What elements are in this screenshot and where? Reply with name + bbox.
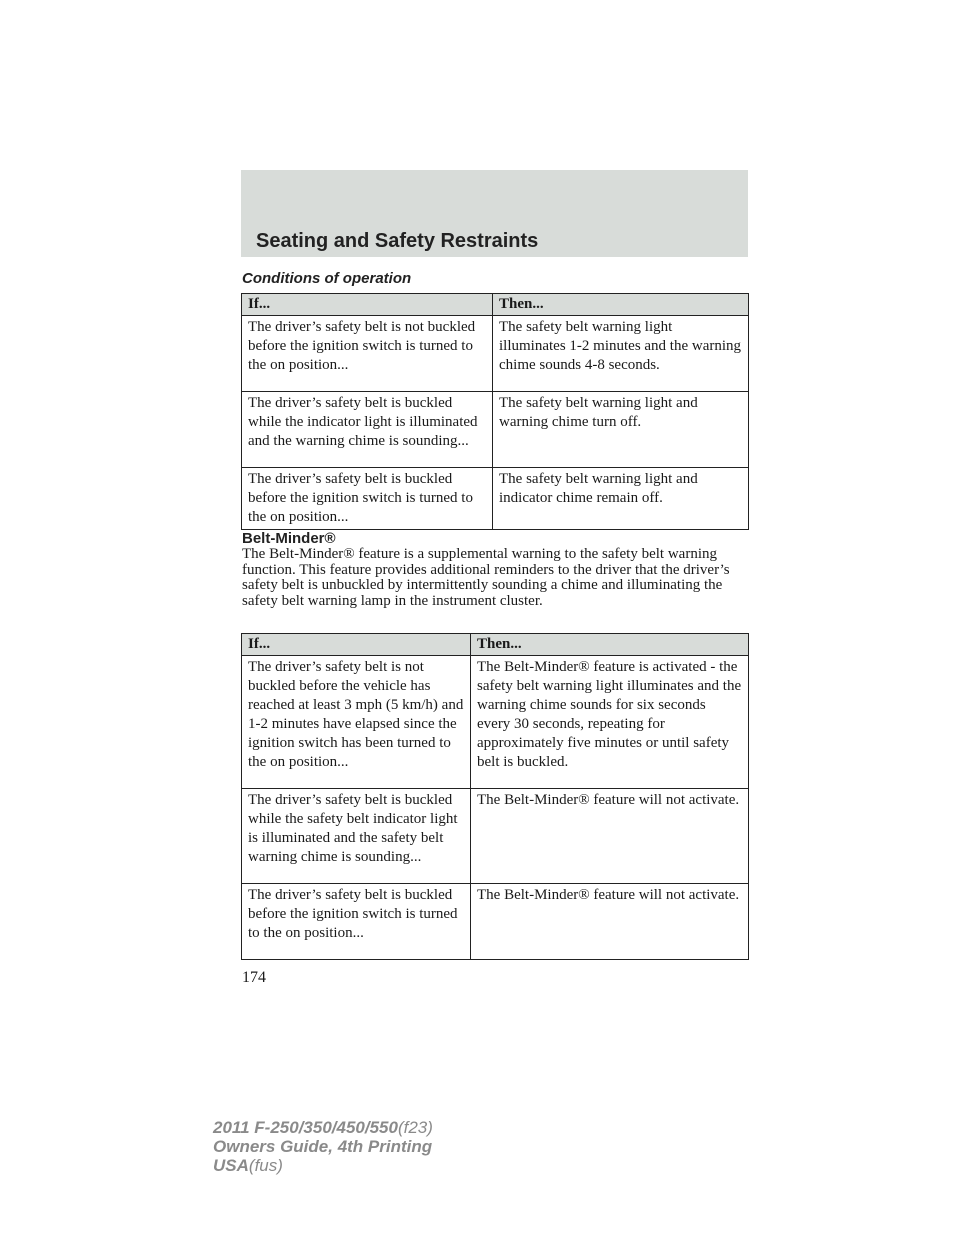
footer-market-code: (fus) [248,1156,283,1175]
cell-if: The driver’s safety belt is buckled before the ignition switch is turned to the on position... [242,468,493,530]
footer-line-2: Owners Guide, 4th Printing [213,1137,433,1156]
footer-line-1 [213,1118,433,1137]
col-if-header: If... [242,294,493,316]
col-then-header: Then... [471,634,749,656]
table-row [242,468,749,530]
cell-then: The safety belt warning light and warning chime turn off. [493,392,749,468]
cell-if: The driver’s safety belt is not buckled before the vehicle has reached at least 3 mph (5 km/h) and 1-2 minutes have elapsed since the ignition switch has been turned to the on position... [242,656,471,789]
col-if-header: If... [242,634,471,656]
page-section-title: Seating and Safety Restraints [256,230,539,252]
conditions-table [241,293,749,530]
belt-minder-heading: Belt-Minder® [242,530,336,547]
cell-if: The driver’s safety belt is buckled while the indicator light is illuminated and the warning chime is sounding... [242,392,493,468]
footer-line-3 [213,1156,433,1175]
table-header-row [242,294,749,316]
cell-if: The driver’s safety belt is not buckled before the ignition switch is turned to the on position... [242,316,493,392]
page-number: 174 [242,969,266,986]
col-then-header: Then... [493,294,749,316]
conditions-heading: Conditions of operation [242,270,412,287]
cell-then: The safety belt warning light illuminates 1-2 minutes and the warning chime sounds 4-8 seconds. [493,316,749,392]
cell-if: The driver’s safety belt is buckled before the ignition switch is turned to the on position... [242,884,471,960]
cell-then: The Belt-Minder® feature will not activate. [471,884,749,960]
cell-then: The safety belt warning light and indicator chime remain off. [493,468,749,530]
cell-if: The driver’s safety belt is buckled while the safety belt indicator light is illuminated and the safety belt warning chime is sounding... [242,789,471,884]
table-row [242,316,749,392]
footer-model-code: (f23) [397,1118,433,1137]
table-row [242,789,749,884]
belt-minder-table [241,633,749,960]
table-header-row [242,634,749,656]
table-row [242,656,749,789]
table-row [242,392,749,468]
belt-minder-intro: The Belt-Minder® feature is a supplemental warning to the safety belt warning function. This feature provides additional reminders to the driver that the driver’s safety belt is unbuckled by intermittently sounding a chime and illuminating the safety belt warning lamp in the instrument cluster. [242,546,730,609]
footer-model: 2011 F-250/350/450/550 [213,1118,398,1137]
table-row [242,884,749,960]
cell-then: The Belt-Minder® feature will not activate. [471,789,749,884]
cell-then: The Belt-Minder® feature is activated - the safety belt warning light illuminates and the warning chime sounds for six seconds every 30 seconds, repeating for approximately five minutes or until safety belt is buckled. [471,656,749,789]
print-footer [213,1118,433,1175]
footer-market: USA [213,1156,249,1175]
